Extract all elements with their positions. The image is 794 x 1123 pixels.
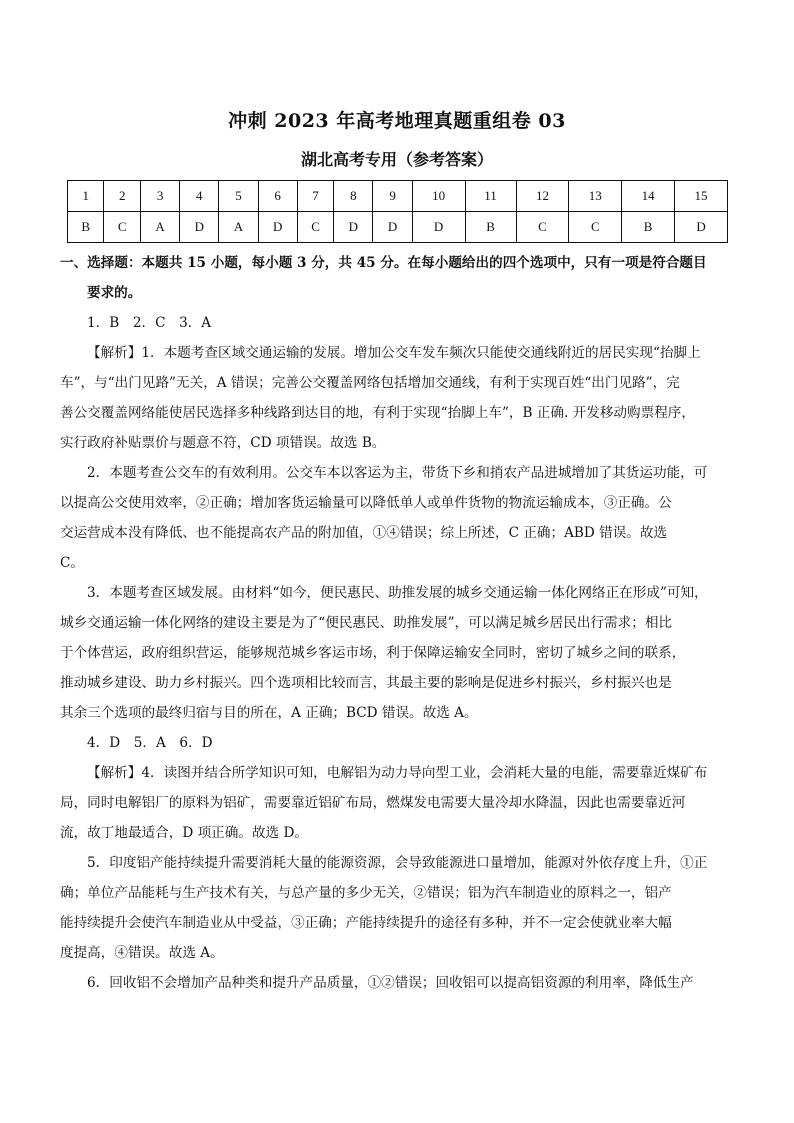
answer-group: 1．B 2．C 3．A [87, 315, 212, 331]
answer-cell: C [104, 212, 140, 243]
answer-cell: A [219, 212, 258, 243]
question-number-cell: 15 [675, 181, 728, 212]
answer-cell: B [622, 212, 675, 243]
question-number-cell: 3 [140, 181, 179, 212]
question-number-cell: 10 [412, 181, 465, 212]
question-number-cell: 7 [297, 181, 333, 212]
answer-cell: D [412, 212, 465, 243]
section-heading-line: 一、选择题：本题共 15 小题，每小题 3 分，共 45 分。在每小题给出的四个选项中，只有一项是符合题目 [60, 255, 707, 271]
answer-cell: D [180, 212, 219, 243]
answer-body [60, 248, 732, 998]
analysis-line: 6．回收铝不会增加产品种类和提升产品质量，①②错误；回收铝可以提高铝资源的利用率，降低生产 [87, 975, 694, 991]
analysis-line: 交运营成本没有降低、也不能提高农产品的附加值，①④错误；综上所述，C 正确；ABD 错误。故选 [60, 525, 668, 541]
answer-table-answer-row [68, 212, 728, 243]
question-number-cell: 9 [373, 181, 412, 212]
analysis-line: C。 [60, 555, 84, 571]
analysis-line: 度提高，④错误。故选 A。 [60, 945, 224, 961]
analysis-line: 实行政府补贴票价与题意不符，CD 项错误。故选 B。 [60, 435, 386, 451]
answer-cell: C [297, 212, 333, 243]
analysis-line: 其余三个选项的最终归宿与目的所在，A 正确；BCD 错误。故选 A。 [60, 705, 478, 721]
analysis-line: 3．本题考查区域发展。由材料“如今，便民惠民、助推发展的城乡交通运输一体化网络正在形成”可知， [87, 585, 708, 601]
answer-cell: D [373, 212, 412, 243]
answer-cell: C [569, 212, 622, 243]
answer-table-number-row [68, 181, 728, 212]
analysis-line: 局，同时电解铝厂的原料为铝矿，需要靠近铝矿布局，燃煤发电需要大量冷却水降温，因此也需要靠近河 [60, 795, 686, 811]
answer-cell: D [675, 212, 728, 243]
answer-cell: D [334, 212, 373, 243]
question-number-cell: 5 [219, 181, 258, 212]
question-number-cell: 6 [258, 181, 297, 212]
question-number-cell: 11 [465, 181, 516, 212]
answer-cell: D [258, 212, 297, 243]
analysis-line: 确；单位产品能耗与生产技术有关，与总产量的多少无关，②错误；铝为汽车制造业的原料之一，铝产 [60, 885, 672, 901]
answer-cell: B [465, 212, 516, 243]
section-heading-line: 要求的。 [87, 285, 142, 301]
question-number-cell: 14 [622, 181, 675, 212]
analysis-line: 推动城乡建设、助力乡村振兴。四个选项相比较而言，其最主要的影响是促进乡村振兴，乡村振兴也是 [60, 675, 672, 691]
question-number-cell: 12 [516, 181, 569, 212]
analysis-line: 2．本题考查公交车的有效利用。公交车本以客运为主，带货下乡和捎农产品进城增加了其货运功能，可 [87, 465, 708, 481]
question-number-cell: 13 [569, 181, 622, 212]
question-number-cell: 1 [68, 181, 104, 212]
analysis-line: 【解析】1．本题考查区域交通运输的发展。增加公交车发车频次只能使交通线附近的居民实现“抬脚上 [87, 345, 701, 361]
analysis-line: 善公交覆盖网络能使居民选择多种线路到达目的地，有利于实现“抬脚上车”，B 正确. 开发移动购票程序， [60, 405, 695, 421]
question-number-cell: 4 [180, 181, 219, 212]
analysis-line: 5．印度铝产能持续提升需要消耗大量的能源资源，会导致能源进口量增加，能源对外依存度上升，①正 [87, 855, 708, 871]
analysis-line: 以提高公交使用效率，②正确；增加客货运输量可以降低单人或单件货物的物流运输成本，③正确。公 [60, 495, 672, 511]
answer-cell: B [68, 212, 104, 243]
analysis-line: 【解析】4．读图并结合所学知识可知，电解铝为动力导向型工业，会消耗大量的电能，需要靠近煤矿布 [87, 765, 708, 781]
analysis-line: 城乡交通运输一体化网络的建设主要是为了“便民惠民、助推发展”，可以满足城乡居民出行需求；相比 [60, 615, 673, 631]
answer-cell: C [516, 212, 569, 243]
question-number-cell: 2 [104, 181, 140, 212]
page-title: 冲刺 2023 年高考地理真题重组卷 03 [228, 110, 566, 132]
page-subtitle: 湖北高考专用（参考答案） [300, 150, 493, 169]
analysis-line: 能持续提升会使汽车制造业从中受益，③正确；产能持续提升的途径有多种，并不一定会使就业率大幅 [60, 915, 672, 931]
analysis-line: 车”，与“出门见路”无关，A 错误；完善公交覆盖网络包括增加交通线，有利于实现百姓“出门见路”，完 [60, 375, 680, 391]
answer-group: 4．D 5．A 6．D [87, 735, 213, 751]
analysis-line: 于个体营运，政府组织营运，能够规范城乡客运市场，利于保障运输安全同时，密切了城乡之间的联系， [60, 645, 686, 661]
answer-cell: A [140, 212, 179, 243]
answer-table [67, 180, 728, 243]
question-number-cell: 8 [334, 181, 373, 212]
analysis-line: 流，故丁地最适合，D 项正确。故选 D。 [60, 825, 308, 841]
